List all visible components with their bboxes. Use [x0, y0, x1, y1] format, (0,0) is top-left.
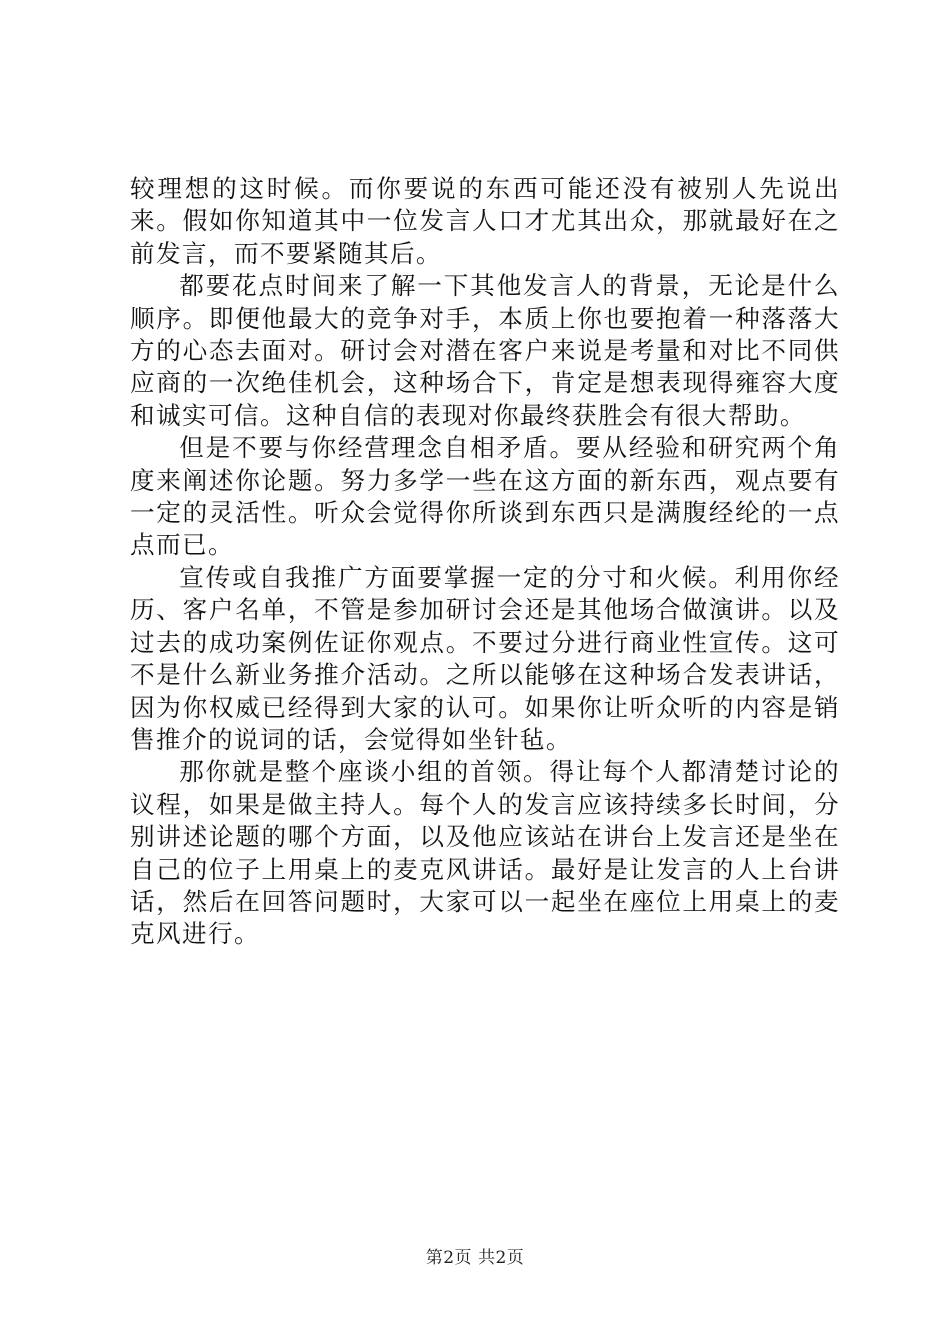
paragraph-3: 但是不要与你经营理念自相矛盾。要从经验和研究两个角度来阐述你论题。努力多学一些在这方面的新东西，观点要有一定的灵活性。听众会觉得你所谈到东西只是满腹经纶的一点点而已。	[130, 433, 840, 560]
paragraph-2: 都要花点时间来了解一下其他发言人的背景，无论是什么顺序。即便他最大的竞争对手，本质上你也要抱着一种落落大方的心态去面对。研讨会对潜在客户来说是考量和对比不同供应商的一次绝佳机会，这种场合下，肯定是想表现得雍容大度和诚实可信。这种自信的表现对你最终获胜会有很大帮助。	[130, 271, 840, 430]
document-body	[130, 173, 840, 951]
paragraph-5: 那你就是整个座谈小组的首领。得让每个人都清楚讨论的议程，如果是做主持人。每个人的发言应该持续多长时间，分别讲述论题的哪个方面，以及他应该站在讲台上发言还是坐在自己的位子上用桌上的麦克风讲话。最好是让发言的人上台讲话，然后在回答问题时，大家可以一起坐在座位上用桌上的麦克风进行。	[130, 757, 840, 949]
paragraph-1: 较理想的这时候。而你要说的东西可能还没有被别人先说出来。假如你知道其中一位发言人口才尤其出众，那就最好在之前发言，而不要紧随其后。	[130, 174, 840, 268]
paragraph-4: 宣传或自我推广方面要掌握一定的分寸和火候。利用你经历、客户名单，不管是参加研讨会还是其他场合做演讲。以及过去的成功案例佐证你观点。不要过分进行商业性宣传。这可不是什么新业务推介活动。之所以能够在这种场合发表讲话，因为你权威已经得到大家的认可。如果你让听众听的内容是销售推介的说词的话，会觉得如坐针毡。	[130, 562, 840, 754]
page-number-footer: 第2页 共2页	[425, 1248, 525, 1268]
